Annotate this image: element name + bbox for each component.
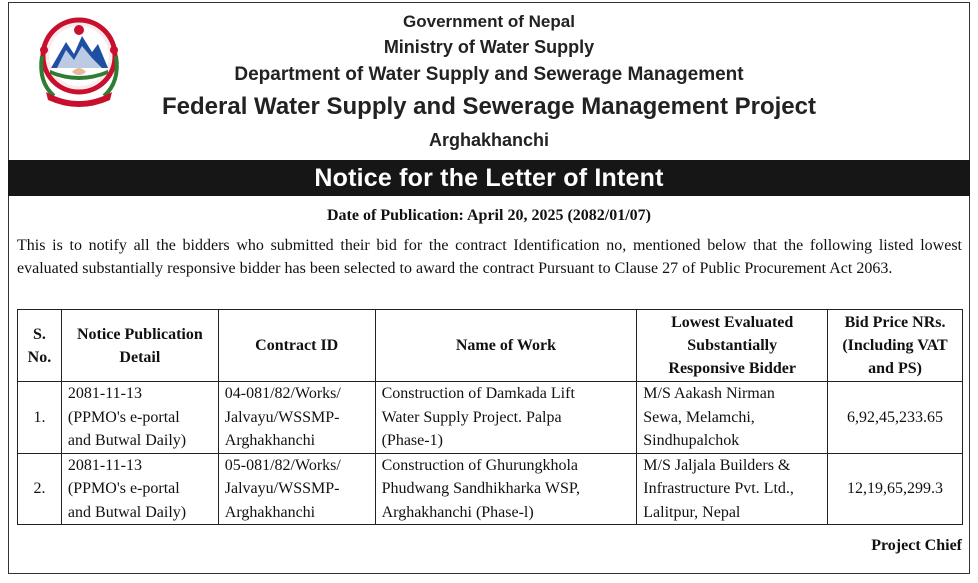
- header-sno-line: S.: [33, 325, 46, 343]
- header-bidder-line: Substantially: [687, 337, 778, 354]
- cell-price: 12,19,65,299.3: [828, 453, 963, 525]
- cell-line: Construction of Ghurungkhola: [381, 456, 579, 474]
- header-location: Arghakhanchi: [428, 130, 550, 150]
- cell-line: 04-081/82/Works/: [224, 385, 341, 402]
- header-bidder-line: Lowest Evaluated: [671, 314, 794, 331]
- header-price: [828, 310, 963, 382]
- cell-line: Arghakhanchi (Phase-l): [381, 503, 534, 521]
- cell-line: and Butwal Daily): [67, 503, 187, 521]
- cell-line: Arghakhanchi: [224, 503, 316, 521]
- cell-line: Phudwang Sandhikharka WSP,: [381, 480, 580, 497]
- header-ministry: Ministry of Water Supply: [383, 37, 595, 57]
- cell-line: Construction of Damkada Lift: [381, 385, 575, 402]
- cell-line: Jalvayu/WSSMP-: [224, 408, 340, 426]
- cell-notice: [61, 382, 218, 454]
- cell-work: [375, 453, 637, 525]
- cell-line: and Butwal Daily): [67, 432, 187, 449]
- header-sno-line: No.: [27, 348, 52, 366]
- cell-line: M/S Jaljala Builders &: [643, 456, 791, 474]
- cell-line: 05-081/82/Works/: [224, 456, 341, 474]
- cell-line: 2081-11-13: [67, 385, 142, 402]
- cell-line: (Phase-1): [381, 432, 443, 449]
- table-row: [18, 453, 963, 525]
- cell-line: Arghakhanchi: [224, 432, 316, 449]
- cell-line: M/S Aakash Nirman: [643, 385, 775, 402]
- cell-line: 2081-11-13: [67, 456, 142, 474]
- header-work: [375, 310, 637, 382]
- cell-line: Jalvayu/WSSMP-: [224, 480, 340, 497]
- header-notice-line: Notice Publication: [76, 325, 203, 343]
- cell-price: 6,92,45,233.65: [828, 382, 963, 454]
- header-notice-line: Detail: [119, 348, 161, 366]
- header-price-line: (Including VAT: [842, 337, 948, 354]
- cell-line: (PPMO's e-portal: [67, 480, 180, 497]
- header-notice: [61, 310, 218, 382]
- cell-line: Water Supply Project. Palpa: [381, 408, 562, 426]
- header-sno: [18, 310, 62, 382]
- header-government: Government of Nepal: [403, 12, 575, 31]
- cell-line: Sindhupalchok: [643, 432, 740, 449]
- table-header-row: [18, 310, 963, 382]
- cell-sno: 2.: [18, 453, 62, 525]
- header-work-line: Name of Work: [455, 337, 556, 354]
- cell-line: Infrastructure Pvt. Ltd.,: [643, 480, 794, 497]
- header-price-line: Bid Price NRs.: [844, 314, 946, 331]
- header-bidder-line: Responsive Bidder: [668, 360, 796, 377]
- publication-date: Date of Publication: April 20, 2025 (2082/01/07): [327, 207, 651, 224]
- cell-line: Sewa, Melamchi,: [643, 408, 755, 426]
- cell-sno: 1.: [18, 382, 62, 454]
- header-department: Department of Water Supply and Sewerage Management: [234, 64, 744, 85]
- cell-bidder: [637, 453, 828, 525]
- header-bidder: [637, 310, 828, 382]
- header-project: Federal Water Supply and Sewerage Management Project: [162, 93, 816, 120]
- table-row: [18, 382, 963, 454]
- cell-bidder: [637, 382, 828, 454]
- intro-paragraph: This is to notify all the bidders who submitted their bid for the contract Identification no, mentioned below that the following listed lowest evaluated substantially responsive bidder has been selected to award the contract Pursuant to Clause 27 of Public Procurement Act 2063.: [17, 237, 962, 277]
- cell-line: Lalitpur, Nepal: [643, 503, 741, 521]
- notice-title-banner: Notice for the Letter of Intent: [8, 160, 970, 196]
- header-contract-line: Contract ID: [255, 337, 339, 354]
- cell-contract: [218, 382, 375, 454]
- cell-notice: [61, 453, 218, 525]
- header-contract: [218, 310, 375, 382]
- header-price-line: and PS): [868, 360, 922, 377]
- cell-contract: [218, 453, 375, 525]
- cell-line: (PPMO's e-portal: [67, 408, 180, 426]
- cell-work: [375, 382, 637, 454]
- bid-results-table: [17, 309, 963, 525]
- signature-title: Project Chief: [871, 537, 962, 554]
